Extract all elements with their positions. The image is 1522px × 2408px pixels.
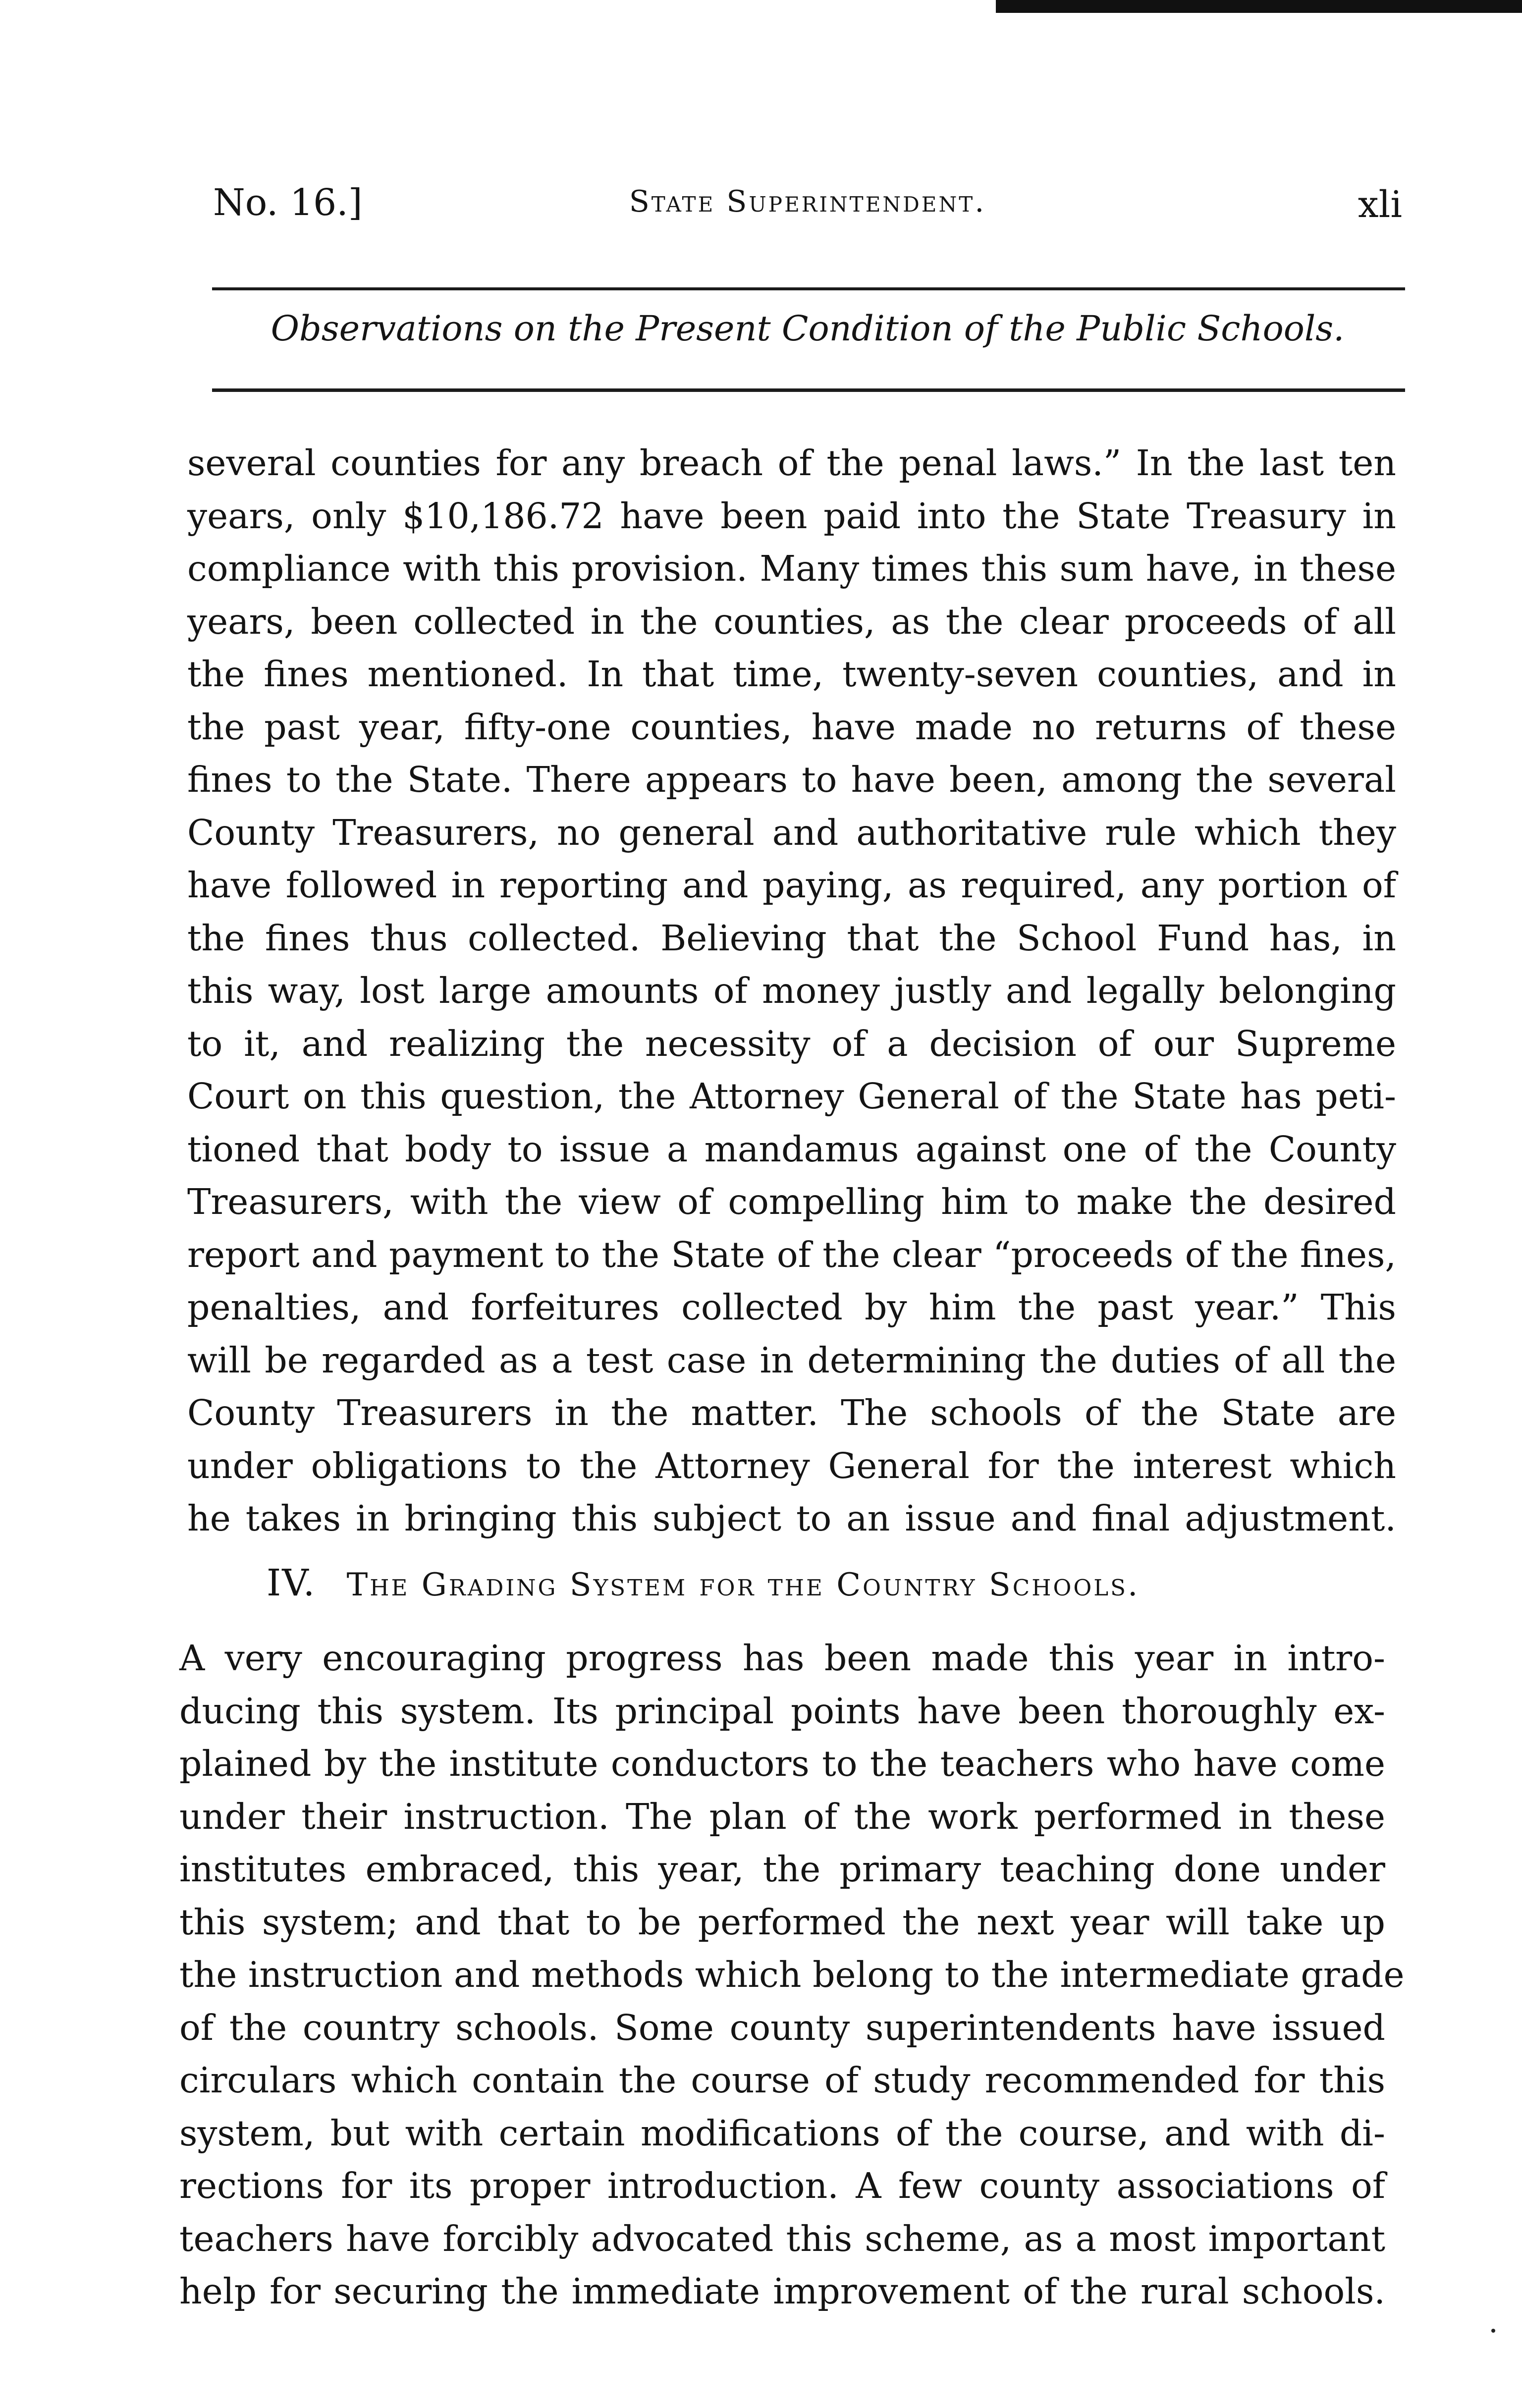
paragraph-grading-system [179, 1632, 1405, 2318]
text-line: this way, lost large amounts of money justly and legally belonging [187, 970, 1396, 1011]
text-line: to it, and realizing the necessity of a decision of our Supreme [187, 1023, 1396, 1064]
text-line: of the country schools. Some county superintendents have issued [179, 2007, 1385, 2048]
text-line: fines to the State. There appears to have been, among the several [187, 759, 1396, 800]
text-line: institutes embraced, this year, the primary teaching done under [179, 1849, 1385, 1890]
text-line: rections for its proper introduction. A few county associations of [179, 2165, 1385, 2206]
running-head [213, 181, 1402, 241]
text-line: help for securing the immediate improvement of the rural schools. [179, 2271, 1385, 2312]
text-line: will be regarded as a test case in determining the duties of all the [187, 1339, 1396, 1381]
text-line: circulars which contain the course of study recommended for this [179, 2060, 1385, 2101]
text-line: years, only $10,186.72 have been paid into the State Treasury in [187, 495, 1396, 537]
text-line: the fines thus collected. Believing that the School Fund has, in [187, 917, 1396, 959]
text-line: this system; and that to be performed the next year will take up [179, 1901, 1385, 1943]
text-line: A very encouraging progress has been made this year in intro- [179, 1638, 1385, 1679]
text-line: years, been collected in the counties, as the clear proceeds of all [187, 601, 1396, 642]
running-title: State Superintendent. [629, 184, 986, 219]
header-rule-top [212, 287, 1405, 290]
text-line: tioned that body to issue a mandamus against one of the County [187, 1128, 1396, 1170]
text-line: several counties for any breach of the penal laws.” In the last ten [187, 442, 1396, 484]
document-number: No. 16.] [213, 181, 363, 224]
section-title: The Grading System for the Country Schools. [346, 1567, 1140, 1603]
scan-speck [1491, 2329, 1495, 2333]
text-line: have followed in reporting and paying, as required, any portion of [187, 865, 1396, 906]
text-line: ducing this system. Its principal points have been thoroughly ex- [179, 1690, 1385, 1732]
text-line: report and payment to the State of the clear “proceeds of the fines, [187, 1234, 1396, 1275]
text-line: Court on this question, the Attorney General of the State has peti- [187, 1076, 1396, 1117]
text-line: Treasurers, with the view of compelling him to make the desired [187, 1181, 1396, 1222]
text-line: compliance with this provision. Many times this sum have, in these [187, 548, 1396, 589]
text-line: he takes in bringing this subject to an issue and final adjustment. [187, 1498, 1396, 1539]
text-line: the past year, fifty-one counties, have made no returns of these [187, 706, 1396, 748]
text-line: plained by the institute conductors to the teachers who have come [179, 1743, 1385, 1784]
header-rule-bottom [212, 388, 1405, 392]
text-line: teachers have forcibly advocated this scheme, as a most important [179, 2218, 1385, 2259]
text-line: under obligations to the Attorney General for the interest which [187, 1445, 1396, 1486]
scan-edge-bar [996, 0, 1522, 13]
text-line: the instruction and methods which belong to the intermediate grade [179, 1954, 1405, 1995]
section-heading-iv [267, 1562, 1406, 1604]
text-line: County Treasurers in the matter. The schools of the State are [187, 1392, 1396, 1433]
text-line: the fines mentioned. In that time, twenty-seven counties, and in [187, 654, 1396, 695]
text-line: under their instruction. The plan of the work performed in these [179, 1796, 1385, 1837]
paragraph-fines [187, 437, 1396, 1545]
text-line: system, but with certain modifications of the course, and with di- [179, 2112, 1385, 2154]
text-line: penalties, and forfeitures collected by him the past year.” This [187, 1287, 1396, 1328]
section-number: IV. [267, 1562, 316, 1604]
text-line: County Treasurers, no general and authoritative rule which they [187, 812, 1396, 853]
section-subhead: Observations on the Present Condition of the Public Schools. [271, 308, 1345, 349]
page-number: xli [1358, 183, 1402, 226]
